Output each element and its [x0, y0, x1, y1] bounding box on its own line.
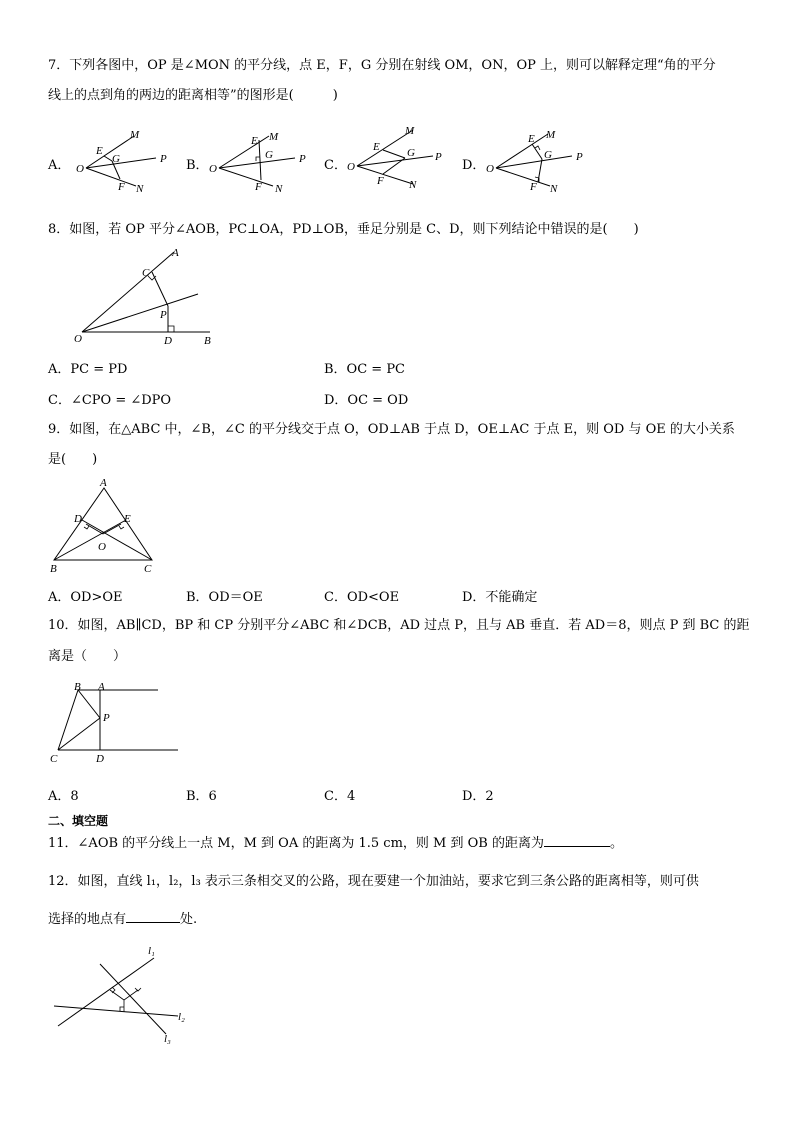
q7d-label-p: P: [576, 151, 583, 163]
q7b-label-g: G: [265, 149, 273, 161]
q7a-label-m: M: [130, 129, 140, 141]
q7-option-c: C．: [324, 158, 347, 173]
q7c-label-f: F: [377, 175, 384, 187]
q7a-label-n: N: [136, 183, 144, 195]
q9-label-e: E: [124, 513, 131, 525]
q10-line1: 10．如图，AB∥CD，BP 和 CP 分别平分∠ABC 和∠DCB，AD 过点 P，且与 AB 垂直．若 AD＝8，则点 P 到 BC 的距: [48, 618, 750, 633]
q9-option-a: A．OD>OE: [48, 590, 123, 605]
q7c-label-n: N: [409, 179, 417, 191]
q9-label-c: C: [144, 563, 152, 575]
q9-label-d: D: [74, 513, 82, 525]
q7-option-b: B．: [186, 158, 209, 173]
q12-label-l1: l₁: [148, 945, 155, 957]
q8-option-a: A．PC = PD: [48, 362, 128, 377]
q10-option-a: A．8: [48, 789, 79, 804]
q7b-label-e: E: [251, 135, 258, 147]
q8-option-d: D．OC = OD: [324, 393, 409, 408]
q7-option-a: A．: [48, 158, 71, 173]
q12-label-l3: l₃: [164, 1033, 171, 1045]
q10-label-d: D: [96, 753, 104, 765]
q7-figure-a: [72, 128, 182, 198]
q10-option-c: C．4: [324, 789, 356, 804]
q11-text: [48, 834, 623, 854]
q10-label-c: C: [50, 753, 58, 765]
q7b-label-m: M: [269, 131, 279, 143]
q12-figure: [50, 944, 210, 1044]
q7d-label-e: E: [528, 133, 535, 145]
q9-label-a: A: [100, 477, 107, 489]
q7c-label-g: G: [407, 147, 415, 159]
q7a-label-p: P: [160, 153, 167, 165]
q8-label-o: O: [74, 333, 82, 345]
q7d-label-m: M: [546, 129, 556, 141]
q7a-label-e: E: [96, 145, 103, 157]
q9-option-b: B．OD＝OE: [186, 590, 263, 605]
q7d-label-f: F: [530, 181, 537, 193]
q7b-label-p: P: [299, 153, 306, 165]
q8-option-b: B．OC = PC: [324, 362, 406, 377]
q9-line1: 9．如图，在△ABC 中，∠B，∠C 的平分线交于点 O，OD⊥AB 于点 D，OE⊥AC 于点 E，则 OD 与 OE 的大小关系: [48, 422, 735, 437]
section-header-fill-in: 二、填空题: [48, 814, 109, 828]
q12-answer-blank[interactable]: [126, 922, 180, 923]
q12-label-l2: l₂: [178, 1011, 185, 1023]
q7a-label-o: O: [76, 163, 84, 175]
q9-figure: [48, 477, 168, 580]
q7d-label-o: O: [486, 163, 494, 175]
q7d-label-n: N: [550, 183, 558, 195]
q8-text: 8．如图，若 OP 平分∠AOB，PC⊥OA，PD⊥OB，垂足分别是 C、D，则下列结论中错误的是( ): [48, 222, 639, 237]
q8-label-c: C: [142, 267, 150, 279]
q7c-label-m: M: [405, 125, 415, 137]
q7b-label-f: F: [255, 181, 262, 193]
q12-line1: 12．如图，直线 l₁，l₂，l₃ 表示三条相交叉的公路，现在要建一个加油站，要求它到三条公路的距离相等，则可供: [48, 874, 699, 889]
q9-label-b: B: [50, 563, 57, 575]
q10-option-d: D．2: [462, 789, 494, 804]
q7c-label-e: E: [373, 141, 380, 153]
q7b-label-o: O: [209, 163, 217, 175]
q8-label-p: P: [160, 309, 167, 321]
q8-option-c: C．∠CPO = ∠DPO: [48, 393, 172, 408]
q10-figure: [48, 680, 198, 770]
q7a-label-f: F: [118, 181, 125, 193]
q10-option-b: B．6: [186, 789, 217, 804]
q7c-label-p: P: [435, 151, 442, 163]
q10-label-b: B: [74, 681, 81, 693]
q8-label-d: D: [164, 335, 172, 347]
q12-line2: [48, 910, 197, 930]
q7d-label-g: G: [544, 149, 552, 161]
q8-figure: [68, 246, 248, 346]
q7-option-d: D．: [462, 158, 486, 173]
q10-line2: 离是（ ）: [48, 649, 127, 664]
q7-figure-c: [343, 122, 453, 192]
q8-label-b: B: [204, 335, 211, 347]
q11-prefix: 11．∠AOB 的平分线上一点 M，M 到 OA 的距离为 1.5 cm，则 M 到 OB 的距离为: [48, 836, 544, 851]
q9-option-c: C．OD<OE: [324, 590, 400, 605]
q10-label-p: P: [103, 712, 110, 724]
q9-line2: 是( ): [48, 452, 98, 467]
q7-figure-d: [482, 126, 592, 196]
q7c-label-o: O: [347, 161, 355, 173]
q7a-label-g: G: [112, 153, 120, 165]
q7-line1: 7．下列各图中，OP 是∠MON 的平分线，点 E，F，G 分别在射线 OM，ON，OP 上，则可以解释定理“角的平分: [48, 58, 716, 73]
q7-figure-b: [205, 128, 315, 198]
q9-label-o: O: [98, 541, 106, 553]
q12-suffix: 处.: [180, 912, 198, 927]
q7-line2: 线上的点到角的两边的距离相等”的图形是( ): [48, 88, 338, 103]
q9-option-d: D．不能确定: [462, 590, 538, 605]
q8-label-a: A: [172, 247, 179, 259]
q11-suffix: 。: [609, 836, 623, 851]
q11-answer-blank[interactable]: [544, 846, 610, 847]
q10-label-a: A: [98, 681, 105, 693]
q7b-label-n: N: [275, 183, 283, 195]
q12-prefix: 选择的地点有: [48, 912, 127, 927]
